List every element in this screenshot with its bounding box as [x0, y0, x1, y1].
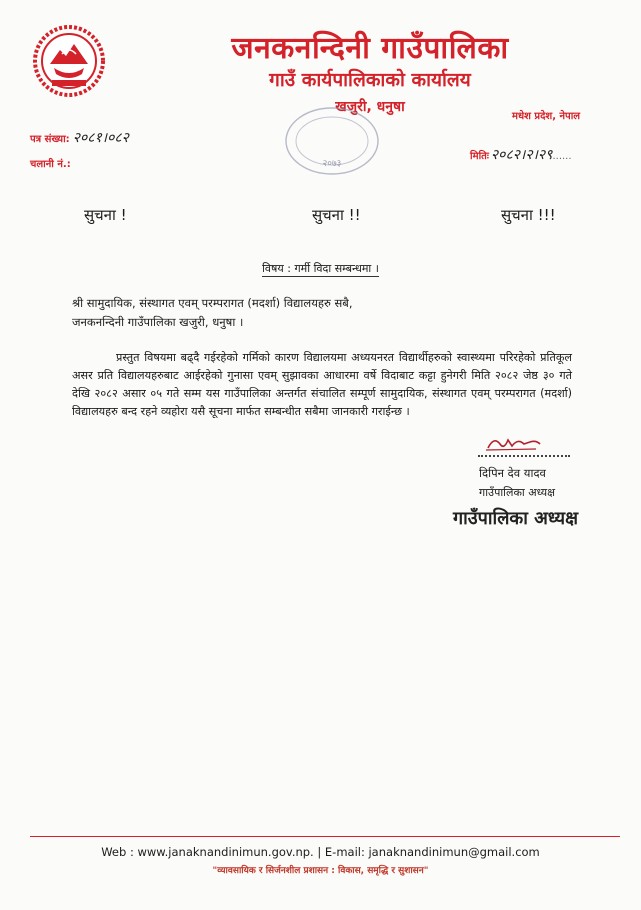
footer-slogan: "व्यावसायिक र सिर्जनशील प्रशासन : विकास, समृद्धि र सुशासन" [212, 866, 429, 876]
subject-text: विषय : गर्मी विदा सम्बन्धमा । [262, 262, 379, 275]
notice-heading-1: सुचना ! [84, 206, 127, 224]
ref-value: २०८१।०८२ [72, 130, 129, 146]
addressee-line-1: श्री सामुदायिक, संस्थागत एवम् परम्परागत (मदर्शा) विद्यालयहरु सबै, [72, 296, 353, 310]
chalani-number: चलानी नं.: [30, 159, 71, 170]
notice-body: प्रस्तुत विषयमा बढ्दै गईरहेको गर्मिको कारण विद्यालयमा अध्ययनरत विद्यार्थीहरुको स्वास्थ्यमा परिरहेको प्रतिकूल असर प्रति विद्यालयहरुबाट आईरहेको गुनासा एवम् सुझावका आधारमा वर्षे विदाबाट कट्टा हुनेगरी मिति २०८२ जेष्ठ ३० गते देखि २०८२ असार ०५ गते सम्म यस गाउँपालिका अन्तर्गत संचालित सम्पूर्ण सामुदायिक, संस्थागत एवम् परम्परागत (मदर्शा) विद्यालयहरु बन्द रहने व्यहोरा यसै सूचना मार्फत सम्बन्धीत सबैमा जानकारी गराईन्छ । [72, 351, 572, 418]
signatory-name: दिपिन देव यादव [479, 466, 546, 480]
municipality-title: जनकनन्दिनी गाउँपालिका [231, 31, 509, 66]
ref-label: पत्र संख्या: [30, 134, 70, 145]
signature-dotted-line [478, 455, 570, 457]
nepal-emblem-logo [32, 24, 106, 98]
province-label: मधेश प्रदेश, नेपाल [512, 111, 581, 122]
reference-number [30, 128, 129, 147]
letter-date [470, 145, 572, 164]
addressee-block [72, 294, 353, 332]
date-value: २०८२।२।२९ [490, 147, 553, 163]
footer-contact: Web : www.janaknandinimun.gov.np. | E-mail: janaknandinimun@gmail.com [101, 845, 540, 859]
date-label: मितिः [470, 151, 489, 162]
subject-line [0, 261, 641, 276]
office-location: खजुरी, धनुषा [335, 99, 405, 115]
addressee-line-2: जनकनन्दिनी गाउँपालिका खजुरी, धनुषा । [72, 315, 244, 329]
stamp-year: २०७३ [322, 159, 342, 169]
office-seal-stamp [282, 104, 382, 178]
date-dots: ...... [552, 151, 572, 162]
designation-stamp: गाउँपालिका अध्यक्ष [453, 508, 579, 529]
notice-heading-2: सुचना !! [312, 206, 361, 224]
footer-divider [30, 836, 620, 837]
handwritten-signature [480, 432, 550, 454]
office-subtitle: गाउँ कार्यपालिकाको कार्यालय [269, 69, 471, 91]
signatory-title: गाउँपालिका अध्यक्ष [479, 486, 556, 499]
notice-heading-3: सुचना !!! [501, 206, 556, 224]
